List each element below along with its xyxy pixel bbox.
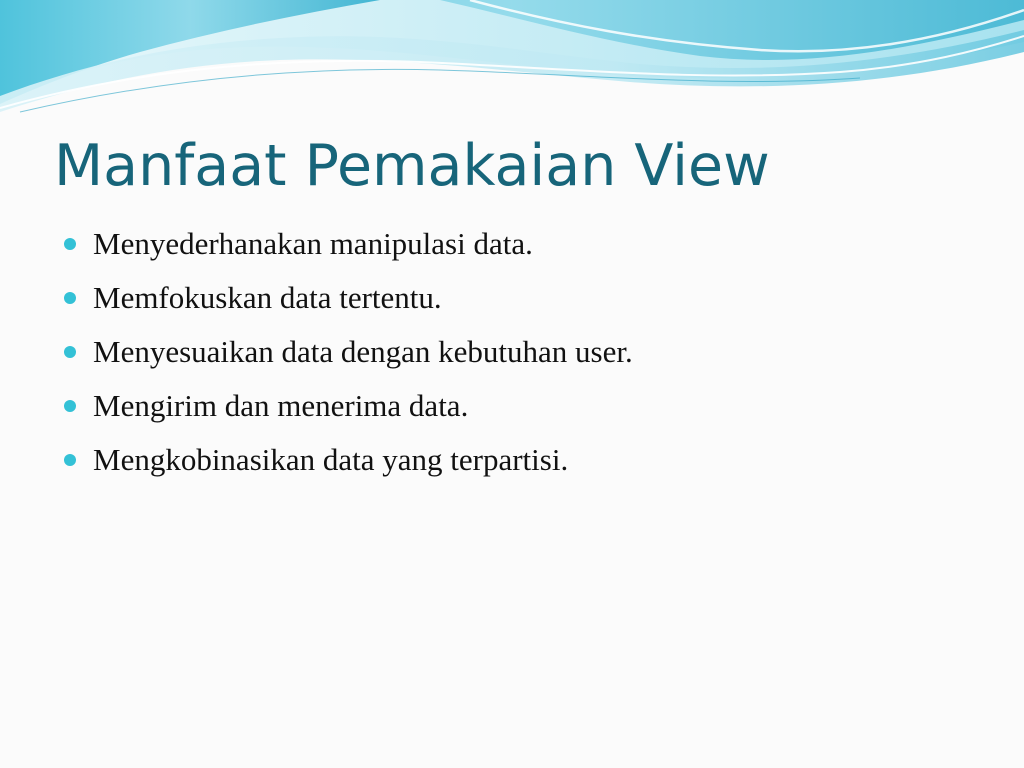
bullet-item bbox=[64, 381, 633, 435]
bullet-item bbox=[64, 327, 633, 381]
bullet-text: Memfokuskan data tertentu. bbox=[93, 280, 442, 315]
wave-header-decoration bbox=[0, 0, 1024, 130]
bullet-dot-icon bbox=[64, 346, 76, 358]
bullet-dot-icon bbox=[64, 454, 76, 466]
bullet-dot-icon bbox=[64, 292, 76, 304]
bullet-dot-icon bbox=[64, 238, 76, 250]
bullet-item bbox=[64, 273, 633, 327]
bullet-list bbox=[64, 219, 633, 489]
slide-title: Manfaat Pemakaian View bbox=[54, 133, 770, 199]
bullet-text: Mengirim dan menerima data. bbox=[93, 388, 469, 423]
bullet-text: Menyesuaikan data dengan kebutuhan user. bbox=[93, 334, 633, 369]
bullet-item bbox=[64, 219, 633, 273]
bullet-dot-icon bbox=[64, 400, 76, 412]
bullet-text: Mengkobinasikan data yang terpartisi. bbox=[93, 442, 569, 477]
bullet-item bbox=[64, 435, 633, 489]
bullet-text: Menyederhanakan manipulasi data. bbox=[93, 226, 533, 261]
